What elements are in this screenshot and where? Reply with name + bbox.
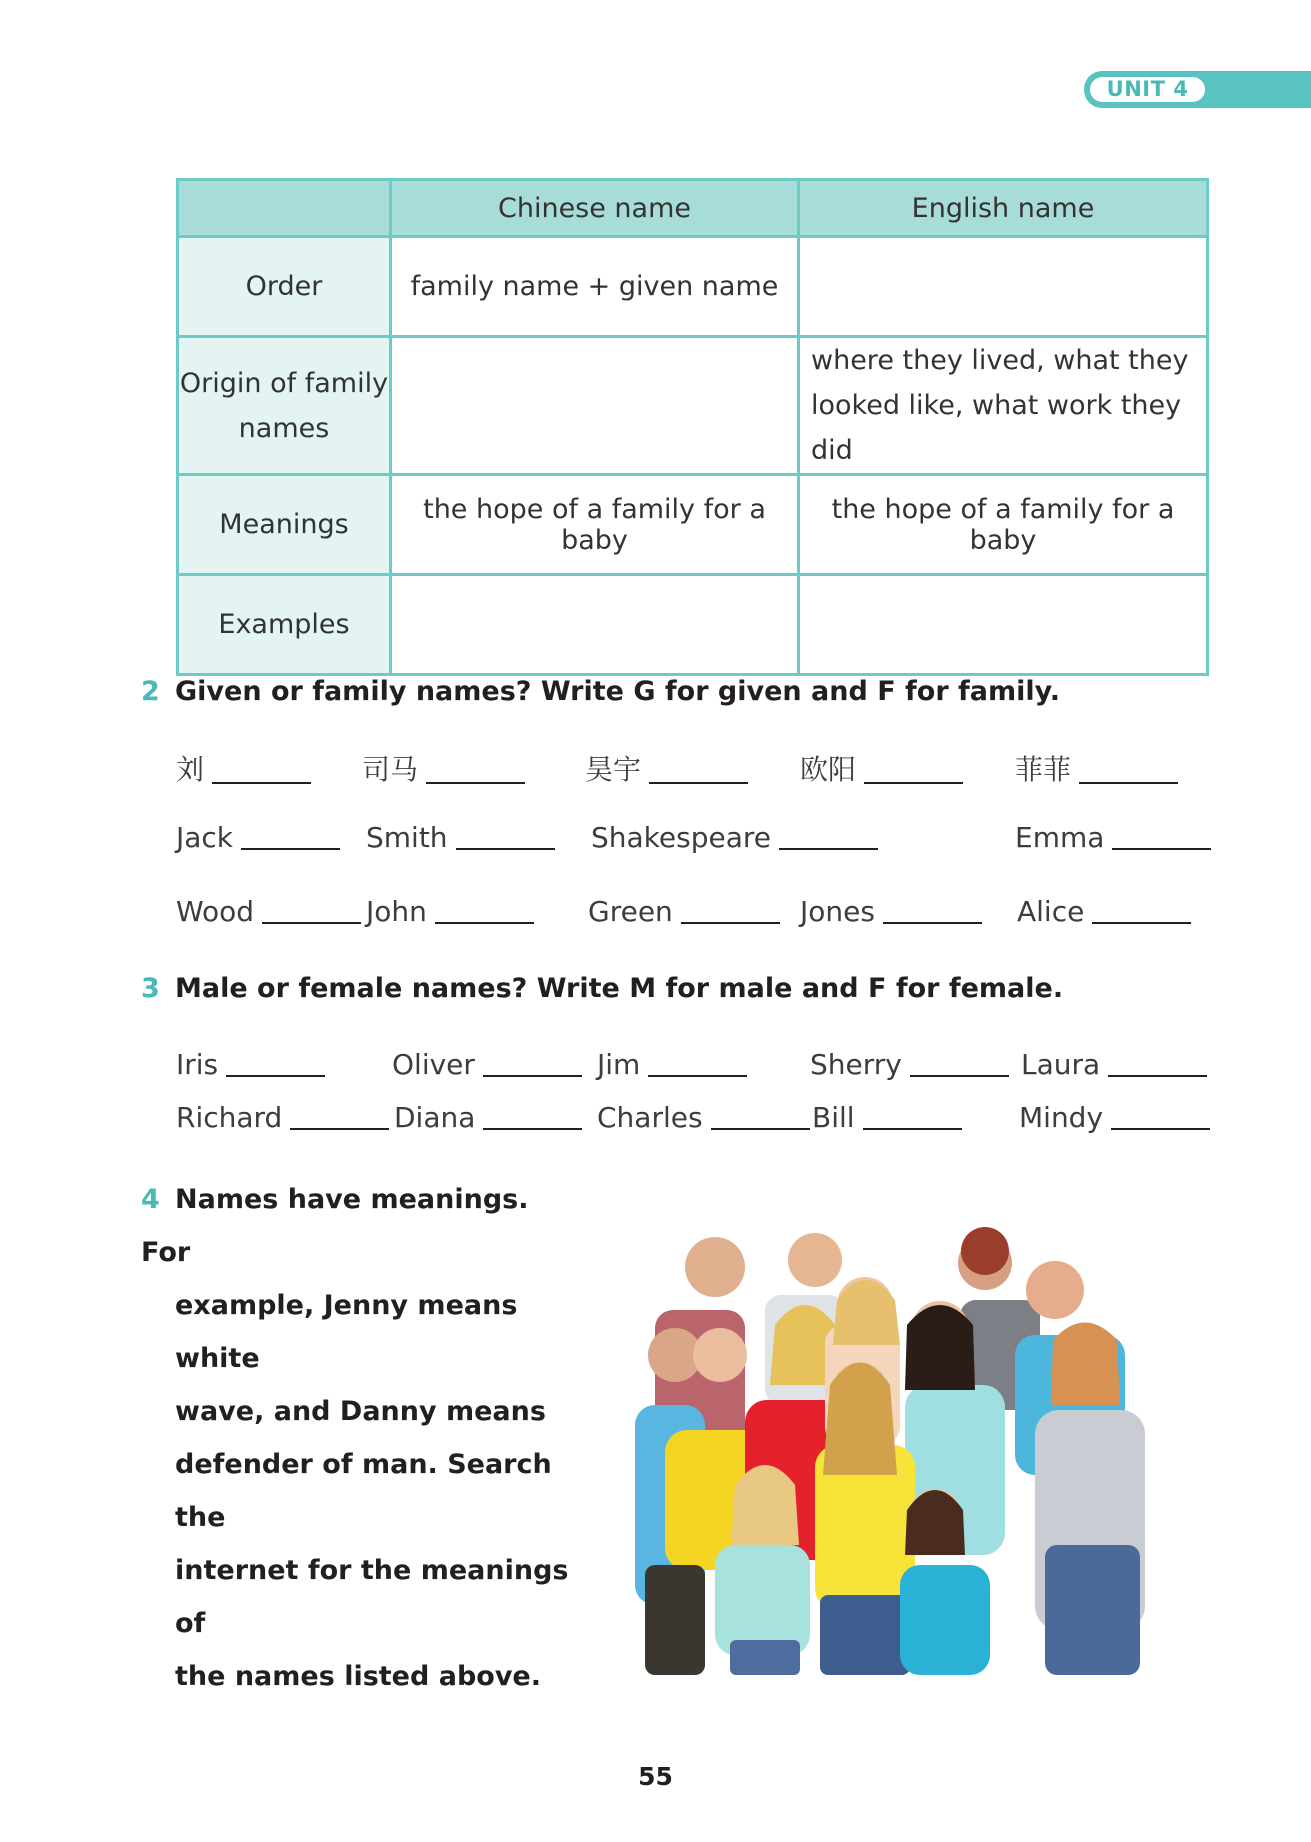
names-comparison-table [176, 178, 1209, 676]
answer-blank[interactable] [711, 1128, 810, 1130]
name-item: Green [588, 895, 780, 928]
section-3-instruction: Male or female names? Write M for male and F for female. [175, 973, 1064, 1004]
name-item: 刘 [176, 748, 311, 788]
name-item: Smith [366, 821, 555, 854]
name-item: Iris [176, 1048, 325, 1081]
name-item: Jack [176, 821, 340, 854]
table-row [178, 237, 1208, 337]
answer-blank[interactable] [426, 782, 525, 784]
section-2-number: 2 [141, 676, 160, 707]
name-item: Bill [812, 1101, 962, 1134]
name-item: Sherry [810, 1048, 1009, 1081]
section-4-number: 4 [141, 1184, 160, 1215]
answer-blank[interactable] [483, 1075, 582, 1077]
answer-blank[interactable] [1108, 1075, 1207, 1077]
name-item: Wood [176, 895, 361, 928]
table-row [178, 475, 1208, 575]
name-item: Alice [1017, 895, 1191, 928]
section-4-line: defender of man. Search the [175, 1449, 552, 1533]
answer-blank[interactable] [1111, 1128, 1210, 1130]
section-2-instruction: Given or family names? Write G for given and F for family. [175, 676, 1061, 707]
answer-blank[interactable] [779, 848, 878, 850]
answer-blank[interactable] [1092, 922, 1191, 924]
section-4-line: 4 Names have meanings. For [141, 1173, 581, 1279]
name-item: Jones [800, 895, 982, 928]
cell-order-chinese: family name + given name [391, 237, 799, 337]
name-item: Richard [176, 1101, 389, 1134]
answer-blank[interactable] [435, 922, 534, 924]
section-4-line: wave, and Danny means [175, 1396, 546, 1427]
section-3-number: 3 [141, 973, 160, 1004]
section-3-heading [141, 973, 1063, 1004]
answer-blank[interactable] [1079, 782, 1178, 784]
answer-blank[interactable] [910, 1075, 1009, 1077]
cell-examples-chinese [391, 575, 799, 675]
row-label-order: Order [178, 237, 391, 337]
name-item: Jim [597, 1048, 747, 1081]
answer-blank[interactable] [1112, 848, 1211, 850]
cell-meanings-chinese: the hope of a family for a baby [391, 475, 799, 575]
answer-blank[interactable] [883, 922, 982, 924]
family-group-photo [615, 1215, 1185, 1675]
name-item: Laura [1021, 1048, 1207, 1081]
answer-blank[interactable] [290, 1128, 389, 1130]
answer-blank[interactable] [226, 1075, 325, 1077]
section-2-heading [141, 676, 1060, 707]
name-item: Shakespeare [591, 821, 878, 854]
row-label-examples: Examples [178, 575, 391, 675]
answer-blank[interactable] [649, 782, 748, 784]
answer-blank[interactable] [456, 848, 555, 850]
row-label-meanings: Meanings [178, 475, 391, 575]
row-label-origin: Origin of family names [178, 337, 391, 475]
name-item: 昊宇 [585, 748, 748, 788]
cell-order-english [799, 237, 1208, 337]
section-4-line: internet for the meanings of [175, 1555, 569, 1639]
cell-origin-chinese [391, 337, 799, 475]
name-item: Emma [1015, 821, 1211, 854]
table-header-english: English name [799, 180, 1208, 237]
table-row [178, 337, 1208, 475]
answer-blank[interactable] [212, 782, 311, 784]
answer-blank[interactable] [648, 1075, 747, 1077]
name-item: John [366, 895, 534, 928]
cell-origin-english: where they lived, what they looked like, what work they did [799, 337, 1208, 475]
name-item: Diana [394, 1101, 582, 1134]
table-header-corner [178, 180, 391, 237]
cell-meanings-english: the hope of a family for a baby [799, 475, 1208, 575]
name-item: Oliver [392, 1048, 582, 1081]
table-row [178, 575, 1208, 675]
answer-blank[interactable] [863, 1128, 962, 1130]
table-header-row [178, 180, 1208, 237]
answer-blank[interactable] [681, 922, 780, 924]
page-number: 55 [638, 1762, 673, 1791]
name-item: 欧阳 [800, 748, 963, 788]
answer-blank[interactable] [241, 848, 340, 850]
name-item: 菲菲 [1015, 748, 1178, 788]
table-header-chinese: Chinese name [391, 180, 799, 237]
section-4-text [141, 1173, 581, 1703]
section-4-line: example, Jenny means white [175, 1290, 518, 1374]
cell-examples-english [799, 575, 1208, 675]
name-item: Charles [597, 1101, 810, 1134]
answer-blank[interactable] [483, 1128, 582, 1130]
name-item: 司马 [362, 748, 525, 788]
answer-blank[interactable] [262, 922, 361, 924]
section-4-line: the names listed above. [175, 1661, 541, 1692]
answer-blank[interactable] [864, 782, 963, 784]
name-item: Mindy [1019, 1101, 1210, 1134]
unit-label: UNIT 4 [1087, 74, 1208, 105]
